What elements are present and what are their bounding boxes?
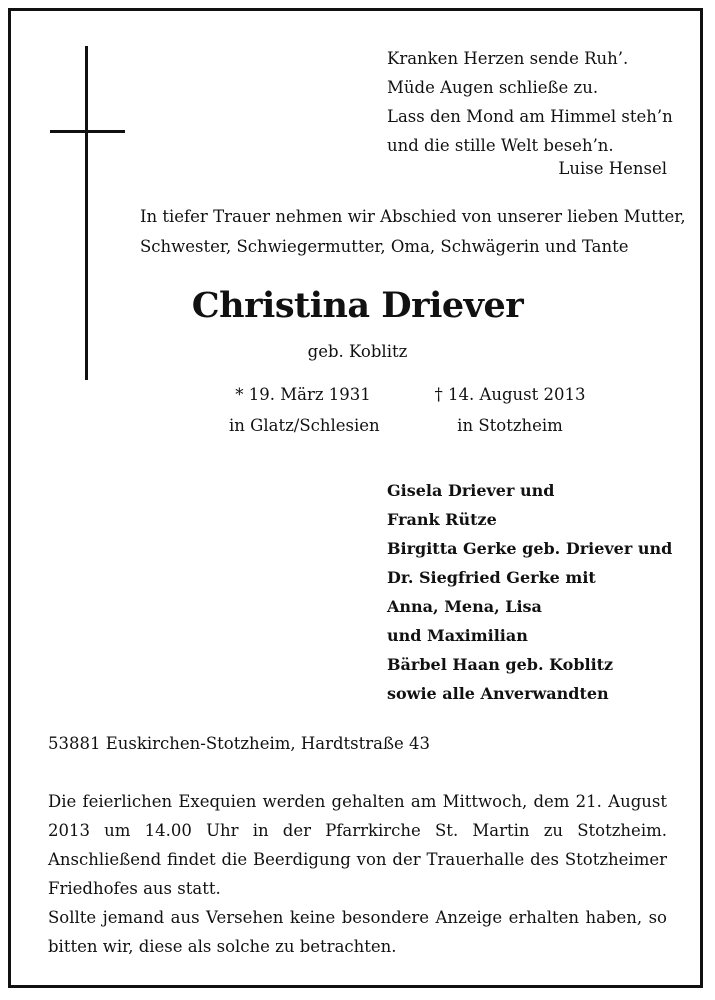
maiden-name: geb. Koblitz (307, 342, 408, 361)
cross-vertical-bar (85, 46, 88, 380)
mourner-line: Anna, Mena, Lisa (387, 597, 542, 616)
birth-place: in Glatz/Schlesien (229, 416, 380, 435)
mourner-line: Bärbel Haan geb. Koblitz (387, 655, 614, 674)
intro-line: Schwester, Schwiegermutter, Oma, Schwägerin und Tante (140, 237, 629, 256)
mourner-line: Dr. Siegfried Gerke mit (387, 568, 596, 587)
mourner-line: und Maximilian (387, 626, 528, 645)
address: 53881 Euskirchen-Stotzheim, Hardtstraße 43 (48, 734, 431, 753)
mourner-line: Birgitta Gerke geb. Driever und (387, 539, 673, 558)
mourner-line: Frank Rütze (387, 510, 497, 529)
poem-author: Luise Hensel (558, 159, 667, 178)
funeral-details: Die feierlichen Exequien werden gehalten am Mittwoch, dem 21. August 2013 um 14.00 Uhr in der Pfarrkirche St. Martin zu Stotzheim. Anschließend findet die Beerdigung von der Trauerhalle des Stotzheimer Friedhofes aus statt. (48, 792, 667, 898)
intro-text (140, 202, 686, 262)
funeral-notice (48, 787, 667, 961)
poem-line: Lass den Mond am Himmel steh’n (387, 107, 673, 126)
death-info (420, 379, 600, 441)
mourner-line: Gisela Driever und (387, 481, 555, 500)
death-place: in Stotzheim (457, 416, 563, 435)
intro-line: In tiefer Trauer nehmen wir Abschied von unserer lieben Mutter, (140, 207, 686, 226)
birth-date: * 19. März 1931 (235, 385, 371, 404)
deceased-name: Christina Driever (191, 285, 524, 326)
poem-line: Kranken Herzen sende Ruh’. (387, 49, 629, 68)
poem-line: und die stille Welt beseh’n. (387, 136, 614, 155)
poem (387, 44, 673, 160)
cross-horizontal-bar (50, 130, 125, 133)
birth-info (229, 379, 380, 441)
death-date: † 14. August 2013 (434, 385, 586, 404)
no-notice-remark: Sollte jemand aus Versehen keine besondere Anzeige erhalten haben, so bitten wir, diese als solche zu betrachten. (48, 908, 667, 956)
poem-line: Müde Augen schließe zu. (387, 78, 599, 97)
mourner-line: sowie alle Anverwandten (387, 684, 609, 703)
mourners-list (387, 476, 672, 708)
